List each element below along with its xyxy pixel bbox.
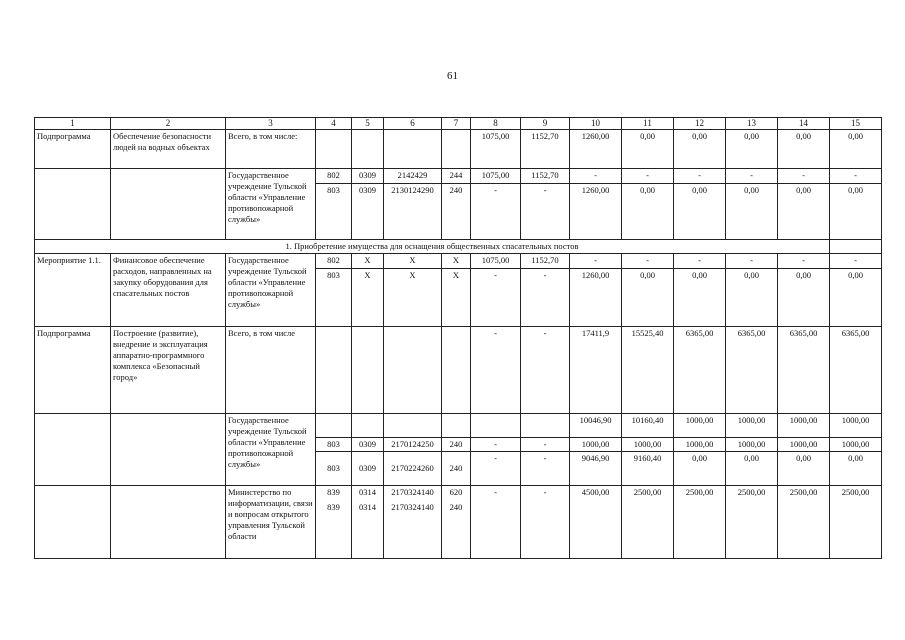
header-row — [35, 118, 882, 130]
value-cell — [521, 414, 570, 438]
value-cell: - — [471, 486, 521, 559]
code-cell: X — [442, 269, 471, 327]
value-cell: 0,00 — [726, 184, 778, 240]
col-header-2: 2 — [111, 118, 226, 130]
code-cell: X — [442, 254, 471, 269]
code-line: 839 — [327, 487, 340, 497]
row-name-cell — [111, 414, 226, 486]
code-cell: 803 — [316, 452, 352, 486]
value-cell: 1000,00 — [830, 438, 882, 452]
code-cell: 240 — [442, 184, 471, 240]
code-cell — [316, 414, 352, 438]
row-name-cell: Обеспечение безопасности людей на водных объектах — [111, 130, 226, 169]
code-line: 240 — [449, 502, 463, 512]
source-cell: Всего, в том числе: — [226, 130, 316, 169]
col-header-11: 11 — [622, 118, 674, 130]
value-cell: 1152,70 — [521, 130, 570, 169]
col-header-3: 3 — [226, 118, 316, 130]
code-cell — [316, 327, 352, 414]
value-cell: - — [674, 254, 726, 269]
code-cell: X — [384, 269, 442, 327]
value-cell: 0,00 — [830, 184, 882, 240]
value-cell: - — [471, 269, 521, 327]
code-cell — [352, 130, 384, 169]
code-cell: X — [384, 254, 442, 269]
value-cell: 1260,00 — [570, 269, 622, 327]
code-line: 2170324140 — [391, 502, 434, 512]
code-cell — [442, 486, 471, 559]
row-type-cell: Подпрограмма — [35, 130, 111, 169]
value-cell: - — [622, 254, 674, 269]
value-cell: 15525,40 — [622, 327, 674, 414]
code-line: 839 — [327, 502, 340, 512]
value-cell: 0,00 — [726, 452, 778, 486]
code-cell — [316, 130, 352, 169]
table-row — [35, 414, 882, 438]
code-cell: 803 — [316, 438, 352, 452]
code-cell: 2170224260 — [384, 452, 442, 486]
value-cell: 0,00 — [726, 130, 778, 169]
code-cell: 803 — [316, 184, 352, 240]
value-cell: 2500,00 — [622, 486, 674, 559]
value-cell: 1000,00 — [830, 414, 882, 438]
value-cell: 0,00 — [674, 269, 726, 327]
col-header-4: 4 — [316, 118, 352, 130]
code-cell — [442, 414, 471, 438]
value-cell: 0,00 — [830, 452, 882, 486]
code-cell — [352, 414, 384, 438]
row-type-cell: Подпрограмма — [35, 327, 111, 414]
value-cell: 4500,00 — [570, 486, 622, 559]
value-cell: 1000,00 — [674, 438, 726, 452]
value-cell: 10046,90 — [570, 414, 622, 438]
value-cell: 1075,00 — [471, 169, 521, 184]
row-name-cell: Финансовое обеспечение расходов, направленных на закупку оборудования для спасательных постов — [111, 254, 226, 327]
value-cell: 0,00 — [622, 130, 674, 169]
value-cell: - — [830, 254, 882, 269]
section-title: 1. Приобретение имущества для оснащения общественных спасательных постов — [35, 240, 830, 254]
value-cell: - — [521, 327, 570, 414]
table-row — [35, 130, 882, 169]
agency-cell: Государственное учреждение Тульской области «Управление противопожарной службы» — [226, 254, 316, 327]
row-type-cell — [35, 486, 111, 559]
value-cell: 0,00 — [622, 184, 674, 240]
value-cell: - — [471, 452, 521, 486]
budget-table — [34, 117, 882, 559]
value-cell: 1075,00 — [471, 130, 521, 169]
value-cell: 0,00 — [830, 130, 882, 169]
value-cell: 2500,00 — [726, 486, 778, 559]
code-cell: 2170124250 — [384, 438, 442, 452]
code-cell: 2130124290 — [384, 184, 442, 240]
value-cell: - — [570, 254, 622, 269]
value-cell: 17411,9 — [570, 327, 622, 414]
code-cell: 0309 — [352, 169, 384, 184]
code-cell: 240 — [442, 452, 471, 486]
value-cell: - — [570, 169, 622, 184]
page-number: 61 — [447, 70, 458, 82]
agency-cell: Государственное учреждение Тульской области «Управление противопожарной службы» — [226, 414, 316, 486]
col-header-12: 12 — [674, 118, 726, 130]
code-cell — [442, 130, 471, 169]
code-cell: 0309 — [352, 452, 384, 486]
code-line: 0314 — [359, 502, 376, 512]
code-line: 0314 — [359, 487, 376, 497]
value-cell: 0,00 — [830, 269, 882, 327]
value-cell: 0,00 — [778, 269, 830, 327]
value-cell: - — [471, 184, 521, 240]
col-header-10: 10 — [570, 118, 622, 130]
value-cell: 0,00 — [778, 184, 830, 240]
table-row — [35, 486, 882, 559]
value-cell: 1000,00 — [570, 438, 622, 452]
col-header-6: 6 — [384, 118, 442, 130]
code-cell: 244 — [442, 169, 471, 184]
value-cell: 0,00 — [778, 452, 830, 486]
row-type-cell: Мероприятие 1.1. — [35, 254, 111, 327]
agency-cell: Государственное учреждение Тульской области «Управление противопожарной службы» — [226, 169, 316, 240]
value-cell: 9046,90 — [570, 452, 622, 486]
value-cell: - — [674, 169, 726, 184]
value-cell: - — [471, 327, 521, 414]
code-cell: X — [352, 254, 384, 269]
value-cell: 1000,00 — [778, 414, 830, 438]
value-cell: 6365,00 — [778, 327, 830, 414]
code-cell: 0309 — [352, 184, 384, 240]
value-cell: 0,00 — [726, 269, 778, 327]
value-cell — [471, 414, 521, 438]
code-cell — [316, 486, 352, 559]
value-cell: - — [778, 169, 830, 184]
section-row — [35, 240, 882, 254]
value-cell: 2500,00 — [778, 486, 830, 559]
code-line: 2170324140 — [391, 487, 434, 497]
table-row — [35, 327, 882, 414]
col-header-8: 8 — [471, 118, 521, 130]
code-cell: 0309 — [352, 438, 384, 452]
value-cell: 2500,00 — [830, 486, 882, 559]
source-cell: Всего, в том числе — [226, 327, 316, 414]
code-cell: 2142429 — [384, 169, 442, 184]
value-cell: - — [471, 438, 521, 452]
value-cell: - — [622, 169, 674, 184]
value-cell: 10160,40 — [622, 414, 674, 438]
code-cell — [384, 327, 442, 414]
col-header-1: 1 — [35, 118, 111, 130]
value-cell: - — [778, 254, 830, 269]
agency-cell: Министерство по информатизации, связи и вопросам открытого управления Тульской области — [226, 486, 316, 559]
code-cell: X — [352, 269, 384, 327]
value-cell: 6365,00 — [830, 327, 882, 414]
value-cell: 1152,70 — [521, 169, 570, 184]
row-name-cell: Построение (развитие), внедрение и эксплуатация аппаратно-программного комплекса «Безопасный город» — [111, 327, 226, 414]
col-header-5: 5 — [352, 118, 384, 130]
code-line: 620 — [449, 487, 463, 497]
value-cell: 6365,00 — [726, 327, 778, 414]
value-cell: - — [521, 486, 570, 559]
code-cell: 802 — [316, 169, 352, 184]
row-name-cell — [111, 486, 226, 559]
section-spacer-cell — [830, 240, 882, 254]
value-cell: 1000,00 — [674, 414, 726, 438]
value-cell: 0,00 — [778, 130, 830, 169]
value-cell: 1000,00 — [726, 438, 778, 452]
code-cell: 802 — [316, 254, 352, 269]
row-type-cell — [35, 169, 111, 240]
value-cell: - — [521, 452, 570, 486]
code-cell — [384, 414, 442, 438]
code-cell: 240 — [442, 438, 471, 452]
value-cell: - — [521, 438, 570, 452]
value-cell: 1000,00 — [778, 438, 830, 452]
table-row — [35, 254, 882, 269]
value-cell: - — [830, 169, 882, 184]
value-cell: 1152,70 — [521, 254, 570, 269]
value-cell: - — [521, 269, 570, 327]
value-cell: - — [726, 169, 778, 184]
value-cell: 1000,00 — [622, 438, 674, 452]
code-cell — [352, 486, 384, 559]
col-header-13: 13 — [726, 118, 778, 130]
value-cell: 1260,00 — [570, 130, 622, 169]
value-cell: - — [521, 184, 570, 240]
value-cell: 1075,00 — [471, 254, 521, 269]
col-header-14: 14 — [778, 118, 830, 130]
code-cell — [442, 327, 471, 414]
value-cell: 0,00 — [674, 452, 726, 486]
code-cell — [352, 327, 384, 414]
value-cell: 9160,40 — [622, 452, 674, 486]
value-cell: 2500,00 — [674, 486, 726, 559]
value-cell: 1260,00 — [570, 184, 622, 240]
value-cell: - — [726, 254, 778, 269]
col-header-15: 15 — [830, 118, 882, 130]
value-cell: 0,00 — [622, 269, 674, 327]
col-header-7: 7 — [442, 118, 471, 130]
row-name-cell — [111, 169, 226, 240]
value-cell: 0,00 — [674, 130, 726, 169]
value-cell: 0,00 — [674, 184, 726, 240]
value-cell: 1000,00 — [726, 414, 778, 438]
value-cell: 6365,00 — [674, 327, 726, 414]
code-cell — [384, 486, 442, 559]
code-cell — [384, 130, 442, 169]
table-row — [35, 169, 882, 184]
row-type-cell — [35, 414, 111, 486]
code-cell: 803 — [316, 269, 352, 327]
col-header-9: 9 — [521, 118, 570, 130]
